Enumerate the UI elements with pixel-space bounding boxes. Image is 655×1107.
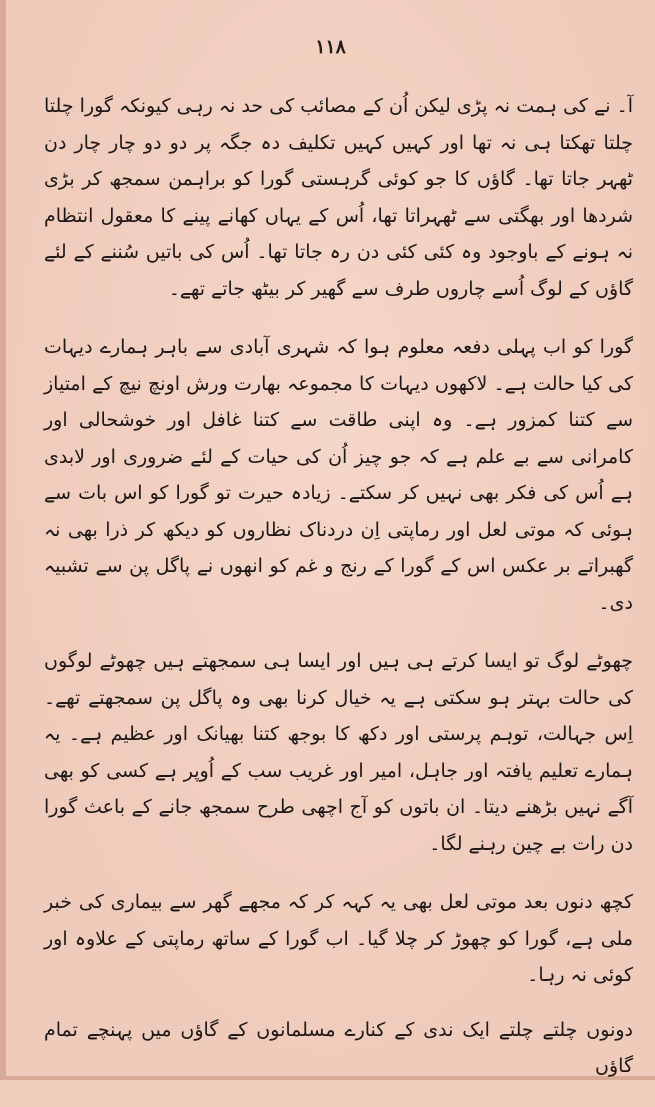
paragraph-1: آ۔ نے کی ہمت نہ پڑی لیکن اُن کے مصائب کی حد نہ رہی کیونکہ گورا چلتا چلتا تھکتا ہی نہ تھا اور کہیں کہیں تکلیف دہ جگہ پر دو دو چار چار دن ٹھہر جاتا تھا۔ گاؤں کا جو کوئی گرہستی گورا کو براہمن سمجھ کر بڑی شردھا اور بھگتی سے ٹھہراتا تھا، اُس کے یہاں کھانے پینے کا معقول انتظام نہ ہونے کے باوجود وہ کئی کئی دن رہ جاتا تھا۔ اُس کی باتیں سُننے کے لئے گاؤں کے لوگ اُسے چاروں طرف سے گھیر کر بیٹھ جاتے تھے۔ — [44, 95, 633, 300]
paragraph-4: کچھ دنوں بعد موتی لعل بھی یہ کہہ کر کہ مجھے گھر سے بیماری کی خبر ملی ہے، گورا کو چھوڑ کر چلا گیا۔ اب گورا کے ساتھ رماپتی کے علاوہ اور کوئی نہ رہا۔ — [44, 891, 633, 986]
paragraph-5: دونوں چلتے چلتے ایک ندی کے کنارے مسلمانوں کے گاؤں میں پہنچے تمام گاؤں — [44, 1018, 633, 1077]
page-number: ۱۱۸ — [315, 36, 346, 58]
paragraph-2: گورا کو اب پہلی دفعہ معلوم ہوا کہ شہری آبادی سے باہر ہمارے دیہات کی کیا حالت ہے۔ لاکھوں دیہات کا مجموعہ بھارت ورش اونچ نیچ کے امتیاز سے کتنا کمزور ہے۔ وہ اپنی طاقت سے کتنا غافل اور خوشحالی اور کامرانی سے بے علم ہے کہ جو چیز اُن کی حیات کے لئے ضروری اور لابدی ہے اُس کی فکر بھی نہیں کر سکتے۔ زیادہ حیرت تو گورا کو اس بات سے ہوئی کہ موتی لعل اور رماپتی اِن دردناک نظاروں کو دیکھ کر ذرا بھی نہ گھبراتے بر عکس اس کے گورا کے رنج و غم کو انھوں نے پاگل پن سے تشبیہ دی۔ — [44, 336, 633, 614]
paragraph-3: چھوٹے لوگ تو ایسا کرتے ہی ہیں اور ایسا ہی سمجھتے ہیں چھوٹے لوگوں کی حالت بہتر ہو سکتی ہے یہ خیال کرنا بھی وہ پاگل پن سمجھتے تھے۔ اِس جہالت، توہم پرستی اور دکھ کا بوجھ کتنا بھیانک اور عظیم ہے۔ یہ ہمارے تعلیم یافتہ اور جاہل، امیر اور غریب سب کے اُوپر ہے کسی کو بھی آگے نہیں بڑھنے دیتا۔ ان باتوں کو آج اچھی طرح سمجھ جانے کے باعث گورا دن رات بے چین رہنے لگا۔ — [44, 650, 633, 855]
page-text — [44, 88, 633, 1107]
